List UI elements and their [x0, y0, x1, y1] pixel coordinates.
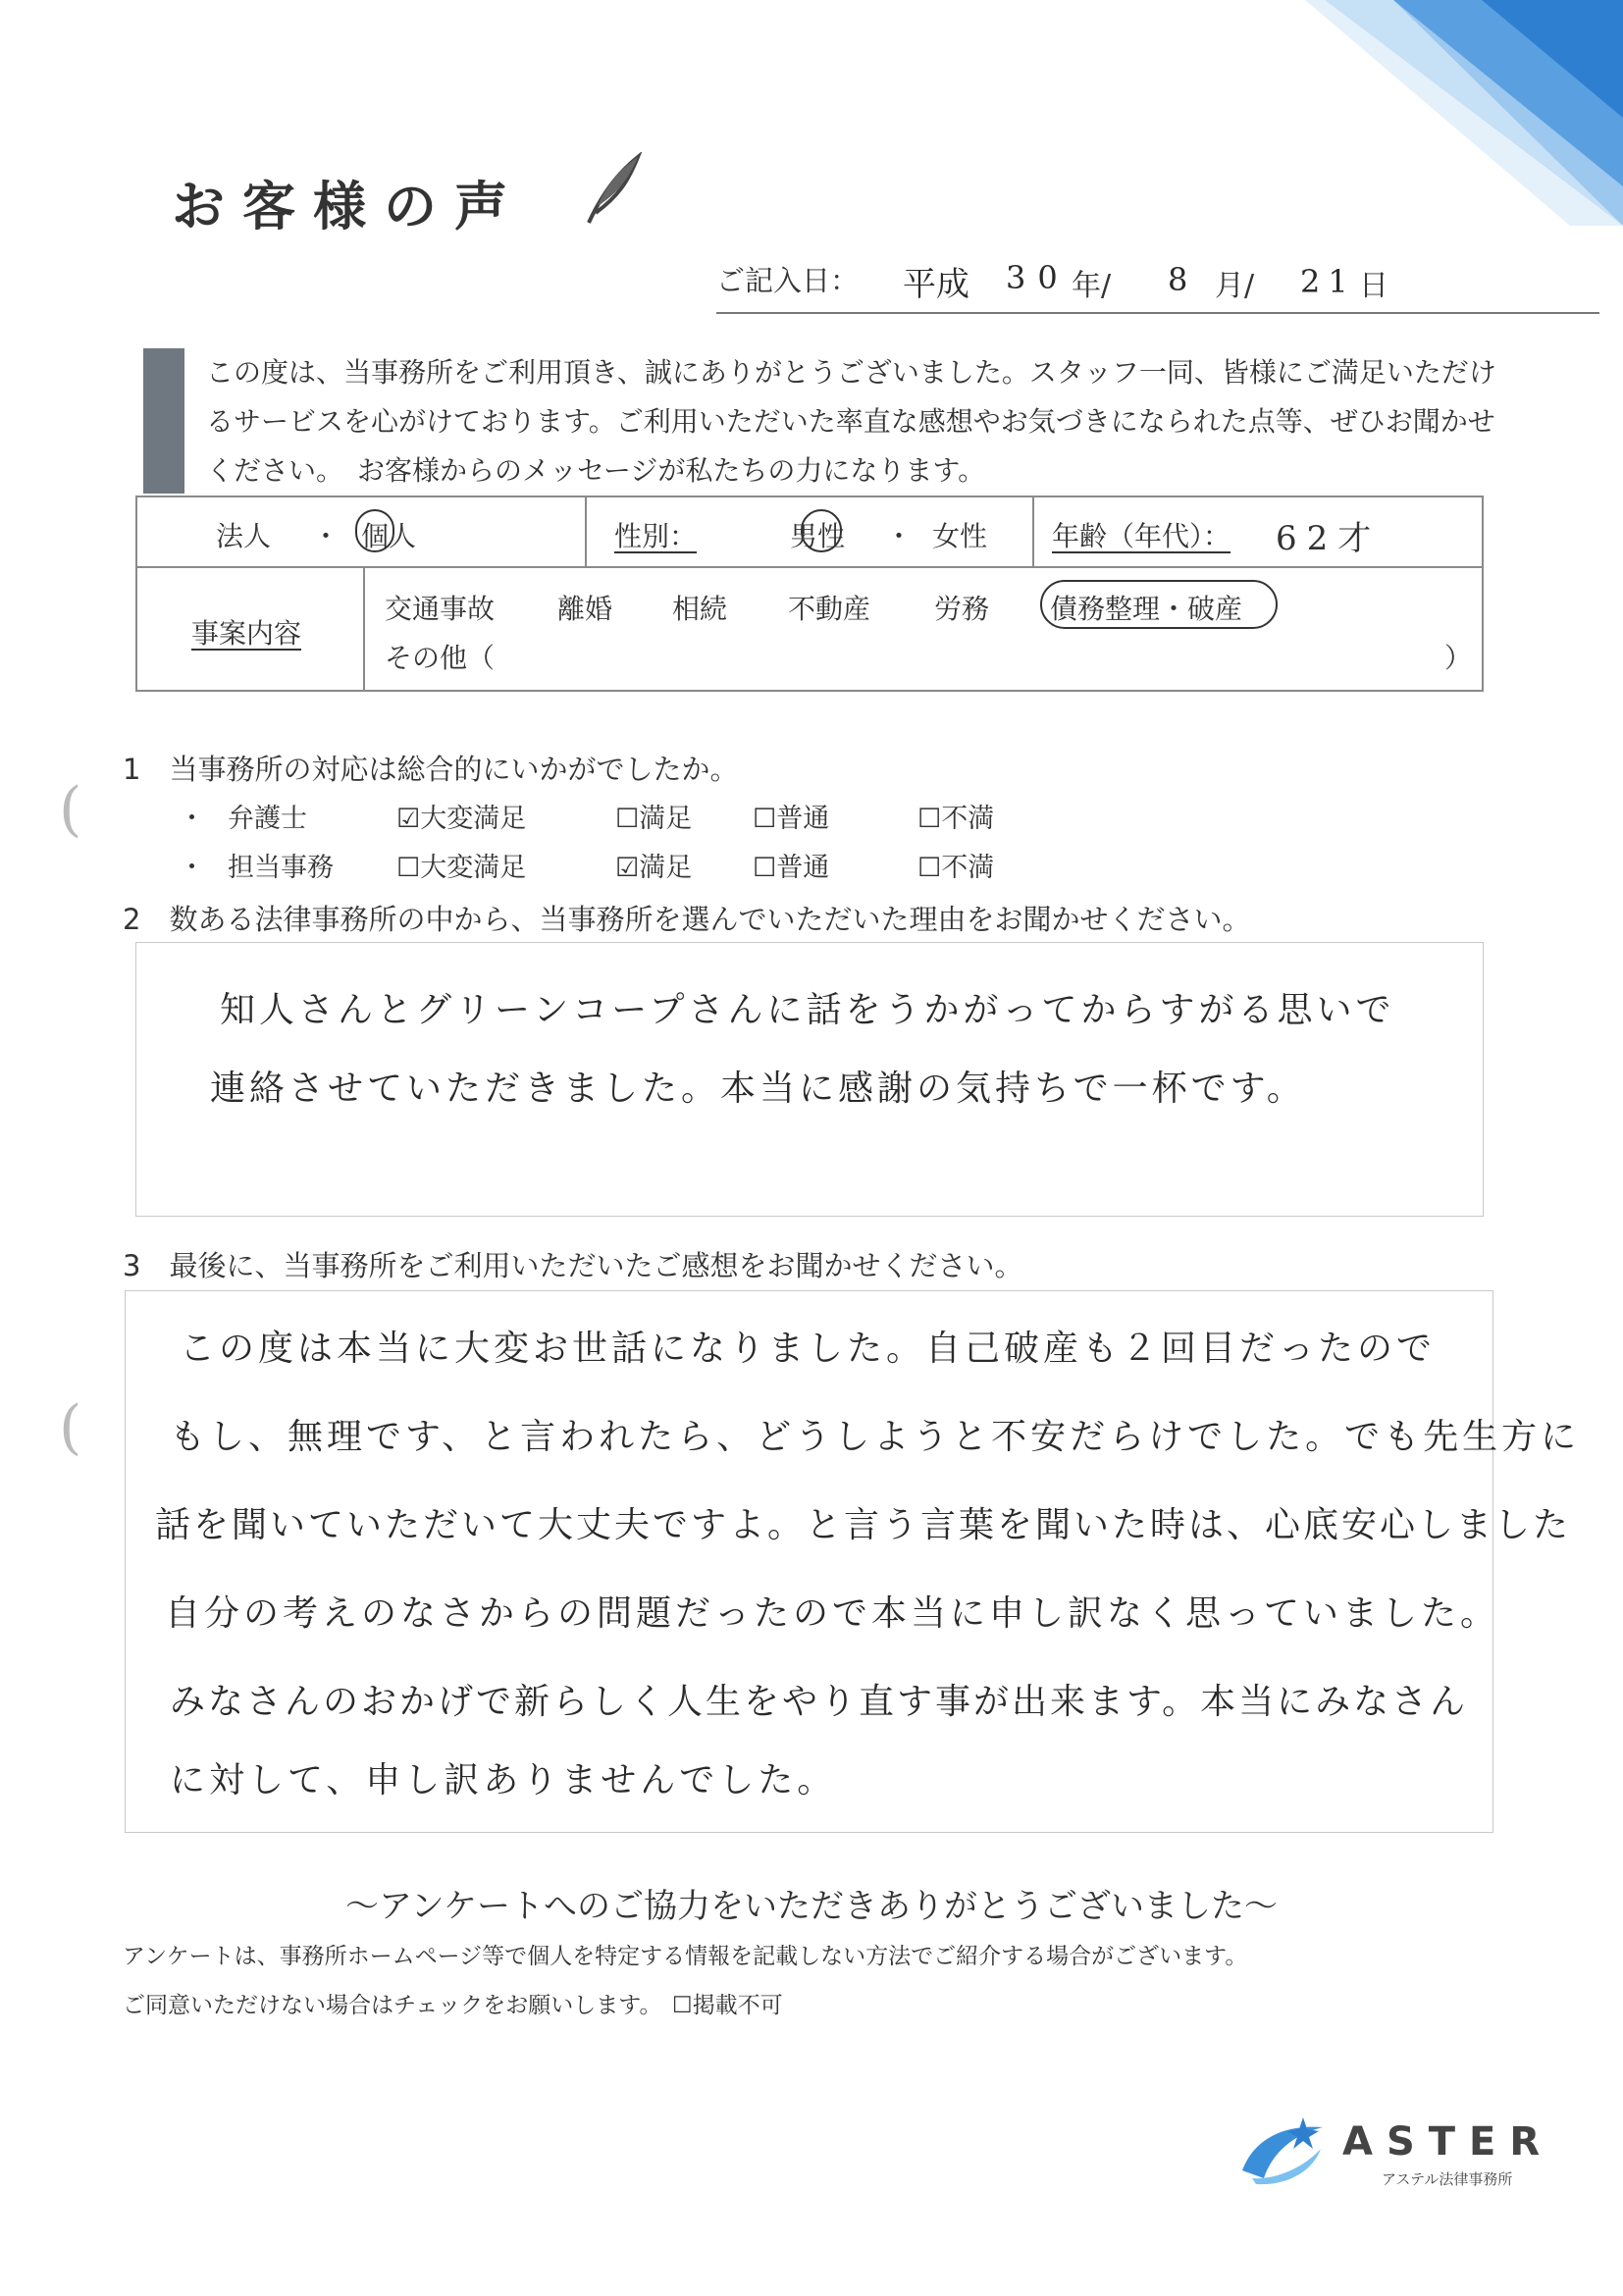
- corporate-option: 法人: [216, 520, 272, 552]
- q1-option: ☐不満: [917, 804, 995, 834]
- info-table: [135, 496, 1484, 692]
- table-divider: [137, 566, 1482, 568]
- answer-line: に対して、申し訳ありませんでした。: [170, 1760, 837, 1800]
- answer-line: 連絡させていただきました。本当に感謝の気持ちで一杯です。: [210, 1069, 1306, 1109]
- table-divider: [1032, 497, 1034, 566]
- q1-row-label: 弁護士: [228, 804, 307, 834]
- selection-circle: [355, 509, 394, 552]
- case-option: 不動産: [788, 593, 871, 625]
- no-publish-checkbox[interactable]: ☐掲載不可: [672, 1993, 783, 2018]
- date-month-unit: 月/: [1215, 269, 1255, 303]
- individual-option: 個人: [361, 520, 417, 552]
- selection-circle: [801, 509, 842, 552]
- age-value: 62才: [1276, 519, 1382, 558]
- answer-line: 話を聞いていただいて大丈夫ですよ。と言う言葉を聞いた時は、心底安心しました: [155, 1505, 1572, 1545]
- other-open: その他（: [385, 642, 496, 674]
- bullet: ・: [179, 853, 205, 883]
- male-option: 男性: [790, 520, 846, 552]
- date-month: 8: [1168, 261, 1188, 298]
- question-1: 1 当事務所の対応は総合的にいかがでしたか。: [123, 753, 739, 786]
- case-option: 離婚: [557, 593, 613, 625]
- q1-option: ☐不満: [917, 853, 995, 883]
- feather-icon: [584, 152, 643, 226]
- q1-option: ☐満足: [615, 804, 693, 834]
- table-divider: [363, 566, 365, 690]
- q1-option: ☑満足: [615, 853, 693, 883]
- q1-option: ☐普通: [753, 804, 830, 834]
- corner-decoration: [1305, 0, 1623, 226]
- intro-accent-bar: [143, 348, 184, 494]
- answer-box-2: [135, 942, 1484, 1217]
- female-option: 女性: [932, 520, 988, 552]
- intro-text: この度は、当事務所をご利用頂き、誠にありがとうございました。スタッフ一同、皆様にご満足いただけるサービスを心がけております。ご利用いただいた率直な感想やお気づきになられた点等、ぜひお聞かせください。 お客様からのメッセージが私たちの力になります。: [206, 356, 1496, 487]
- question-3: 3 最後に、当事務所をご利用いただいたご感想をお聞かせください。: [123, 1249, 1023, 1282]
- gender-label: 性別：: [614, 520, 698, 552]
- date-year-unit: 年/: [1072, 269, 1112, 303]
- q1-option: ☐大変満足: [396, 853, 527, 883]
- separator-dot: ・: [885, 520, 914, 552]
- date-underline: [716, 312, 1599, 314]
- answer-line: みなさんのおかげで新らしく人生をやり直す事が出来ます。本当にみなさん: [170, 1682, 1469, 1722]
- answer-line: 自分の考えのなさからの問題だったので本当に申し訳なく思っていました。: [165, 1593, 1500, 1634]
- thanks-message: 〜アンケートへのご協力をいただきありがとうございました〜: [345, 1887, 1278, 1926]
- question-2: 2 数ある法律事務所の中から、当事務所を選んでいただいた理由をお聞かせください。: [123, 903, 1251, 936]
- answer-box-3: [125, 1290, 1581, 1833]
- case-option: 交通事故: [385, 593, 496, 625]
- aster-logo-icon: [1234, 2110, 1333, 2188]
- answer-line: もし、無理です、と言われたら、どうしようと不安だらけでした。でも先生方に: [170, 1417, 1581, 1457]
- publish-note: アンケートは、事務所ホームページ等で個人を特定する情報を記載しない方法でご紹介する場合がございます。: [123, 1944, 1248, 1969]
- age-label: 年齢（年代）：: [1052, 520, 1231, 552]
- q1-option: ☐普通: [753, 853, 830, 883]
- case-option: 労務: [934, 593, 990, 625]
- selection-circle: [1040, 580, 1278, 629]
- case-option-selected: 債務整理・破産: [1050, 593, 1243, 625]
- q1-row-label: 担当事務: [228, 853, 334, 883]
- bullet: ・: [179, 804, 205, 834]
- q1-option: ☑大変満足: [396, 804, 527, 834]
- binding-mark: (: [59, 775, 82, 844]
- binding-mark: (: [59, 1393, 82, 1462]
- table-divider: [585, 497, 587, 566]
- case-label: 事案内容: [191, 617, 302, 650]
- entry-date: [716, 253, 1599, 312]
- date-year: 30: [1006, 259, 1070, 296]
- logo-subtitle: アステル法律事務所: [1382, 2170, 1513, 2188]
- date-day-unit: 日: [1359, 269, 1388, 303]
- other-close: ）: [1444, 642, 1473, 674]
- page-title: お客様の声: [172, 176, 525, 237]
- separator-dot: ・: [312, 520, 340, 552]
- date-label: ご記入日：: [716, 264, 860, 297]
- answer-line: この度は本当に大変お世話になりました。自己破産も２回目だったので: [180, 1329, 1437, 1369]
- consent-note: ご同意いただけない場合はチェックをお願いします。: [123, 1993, 662, 2018]
- date-era: 平成: [903, 265, 969, 304]
- date-day: 21: [1300, 263, 1356, 300]
- answer-line: 知人さんとグリーンコープさんに話をうかがってからすがる思いで: [220, 990, 1395, 1030]
- logo-text: ASTER: [1342, 2119, 1554, 2165]
- case-option: 相続: [672, 593, 728, 625]
